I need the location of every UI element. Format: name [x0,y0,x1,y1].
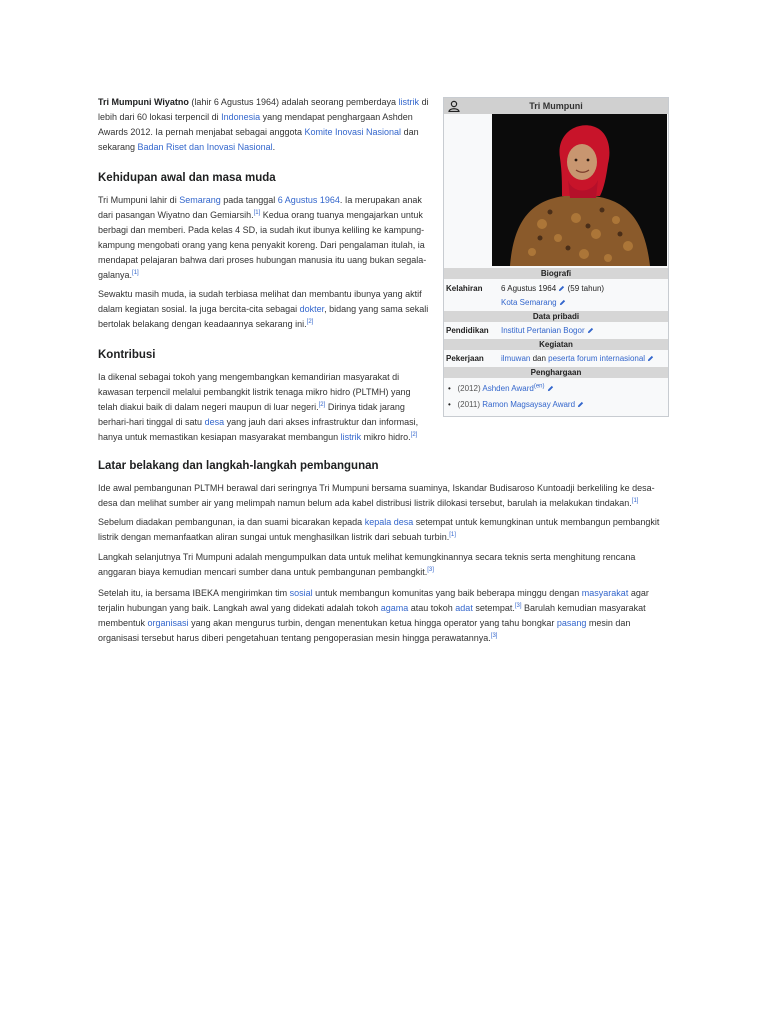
birth-value [501,284,604,293]
link-organisasi[interactable]: organisasi [147,618,189,628]
link-semarang[interactable]: Semarang [179,195,221,205]
ref-link[interactable]: [2] [318,402,326,408]
heading-early-life: Kehidupan awal dan masa muda [98,172,276,184]
education-value [501,326,594,335]
intro-paragraph: Tri Mumpuni Wiyatno (lahir 6 Agustus 1964) adalah seorang pemberdaya listrik di lebih dari 60 lokasi terpencil di Indonesia yang mendapat penghargaan Ashden Awards 2012. Ia pernah menjabat sebagai anggota Komite Inovasi Nasional dan sekarang Badan Riset dan Inovasi Nasional. [98,97,429,152]
early-life-paragraph-1: Tri Mumpuni lahir di Semarang pada tanggal 6 Agustus 1964. Ia merupakan anak dari pasangan Wiyatno dan Gemiarsih.[1] Kedua orang tuanya mengajarkan untuk berbagi dan memberi. Pada kelas 4 SD, ia sudah ikut ibunya keliling ke kampung-kampung mengobati orang yang kena penyakit koreng. Dari pengalaman itulah, ia mendapat pelajaran bahwa dari proses hubungan manusia itu uang bukan segala-galanya.[1] [98,195,427,280]
infobox-title: Tri Mumpuni [529,101,583,111]
education-label: Pendidikan [446,326,489,335]
background-paragraph-3: Langkah selanjutnya Tri Mumpuni adalah mengumpulkan data untuk melihat kemungkinannya secara teknis serta menghitung rencana anggaran biaya kemudian mencari sumber dana untuk pembangunan pembangkit.[3] [98,552,636,577]
link-kepala-desa[interactable]: kepala desa [364,517,414,527]
link-kota-semarang[interactable]: Kota Semarang [501,298,557,307]
pencil-icon[interactable] [647,355,654,362]
bullet-dot: • [448,384,451,393]
award-year: (2011) [457,400,481,409]
infobox-section-awards: Penghargaan [444,367,668,378]
infobox-section-biography: Biografi [444,268,668,279]
heading-background: Latar belakang dan langkah-langkah pembangunan [98,460,379,472]
link-adat[interactable]: adat [455,603,473,613]
contribution-paragraph: Ia dikenal sebagai tokoh yang mengembangkan kemandirian masyarakat di kawasan terpencil melalui pembangkit listrik tenaga mikro hidro (PLTMH) yang telah diakui baik di dalam negeri maupun di luar negeri.[2] Dirinya tidak jarang berhari-hari tinggal di satu desa yang jauh dari akses infrastruktur dan informasi, hanya untuk memastikan kesiapan masyarakat membangun listrik mikro hidro.[2] [98,372,419,442]
portrait-image [492,114,667,266]
link-listrik-2[interactable]: listrik [340,432,362,442]
link-birth-date[interactable]: 6 Agustus 1964 [277,195,340,205]
infobox-section-activity: Kegiatan [444,339,668,350]
link-ashden-award[interactable]: Ashden Award [482,384,534,393]
birth-label: Kelahiran [446,284,483,293]
lang-ref[interactable]: (en) [533,383,545,390]
birth-age: (59 tahun) [565,284,605,293]
bullet-dot: • [448,400,451,409]
portrait-photo[interactable] [492,114,667,266]
pencil-icon[interactable] [577,401,584,408]
infobox [443,97,669,417]
pencil-icon[interactable] [587,327,594,334]
background-paragraph-1: Ide awal pembangunan PLTMH berawal dari seringnya Tri Mumpuni bersama suaminya, Iskandar Budisaroso Kuntoadji berkeliling ke desa-desa dan melihat sumber air yang melimpah namun belum ada kabel distribusi listrik dilokasi tersebut, barulah ia melakukan tindakan.[1] [98,483,655,508]
link-ramon-magsaysay[interactable]: Ramon Magsaysay Award [482,400,576,409]
occupation-value: ilmuwan dan peserta forum internasional [501,354,654,363]
ref-link[interactable]: [2] [306,319,314,325]
ref-link[interactable]: [3] [427,567,434,573]
award-item [448,384,554,393]
link-listrik[interactable]: listrik [398,97,420,107]
link-ipb[interactable]: Institut Pertanian Bogor [501,326,585,335]
pencil-icon[interactable] [559,299,566,306]
link-brin[interactable]: Badan Riset dan Inovasi Nasional [137,142,273,152]
pencil-icon[interactable] [547,385,554,392]
birth-place [501,298,566,307]
link-masyarakat[interactable]: masyarakat [581,588,629,598]
heading-contribution: Kontribusi [98,349,156,361]
link-komite-inovasi[interactable]: Komite Inovasi Nasional [304,127,402,137]
ref-link[interactable]: [2] [410,432,418,438]
infobox-title-bar [444,98,668,114]
ref-link[interactable]: [1] [253,210,261,216]
ref-link[interactable]: [1] [132,270,139,276]
award-year: (2012) [457,384,481,393]
birth-date: 6 Agustus 1964 [501,284,557,293]
link-sosial[interactable]: sosial [289,588,313,598]
link-desa[interactable]: desa [204,417,225,427]
occupation-label: Pekerjaan [446,354,484,363]
infobox-section-personal: Data pribadi [444,311,668,322]
link-dokter[interactable]: dokter [299,304,325,314]
award-item [448,400,584,409]
early-life-paragraph-2: Sewaktu masih muda, ia sudah terbiasa melihat dan membantu ibunya yang aktif dalam kegiatan sosial. Ia juga bercita-cita sebagai dokter, bidang yang sama sekali bertolak belakang dengan keadaannya sekarang ini.[2] [98,289,429,329]
ref-link[interactable]: [1] [631,498,639,504]
link-pasang[interactable]: pasang [556,618,587,628]
link-peserta-forum[interactable]: peserta forum internasional [548,354,646,363]
link-ilmuwan[interactable]: ilmuwan [501,354,531,363]
ref-link[interactable]: [3] [490,633,498,639]
link-agama[interactable]: agama [380,603,409,613]
subject-name: Tri Mumpuni Wiyatno [98,97,189,107]
link-indonesia[interactable]: Indonesia [221,112,261,122]
person-icon [448,100,460,112]
ref-link[interactable]: [1] [449,532,456,538]
background-paragraph-4: Setelah itu, ia bersama IBEKA mengirimkan tim sosial untuk membangun komunitas yang baik beberapa minggu dengan masyarakat agar terjalin hubungan yang baik. Langkah awal yang didekati adalah tokoh agama atau tokoh adat setempat.[3] Barulah kemudian masyarakat membentuk organisasi yang akan mengurus turbin, dengan menentukan ketua hingga operator yang tahu bongkar pasang mesin dan organisasi tersebut harus diberi pengetahuan tentang pengoperasian mesin hingga perawatannya.[3] [98,588,649,643]
background-paragraph-2: Sebelum diadakan pembangunan, ia dan suami bicarakan kepada kepala desa setempat untuk kemungkinan untuk membangun pembangkit listrik dengan memanfaatkan aliran sungai untuk menghasilkan listrik dari sebuah turbin.[1] [98,517,660,542]
ref-link[interactable]: [3] [514,603,522,609]
